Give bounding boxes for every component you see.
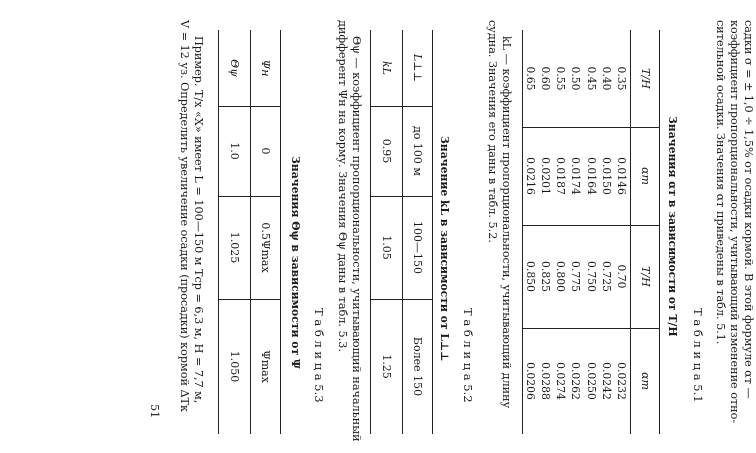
psi-max: Ψmax [259, 350, 272, 383]
table-5-1-cell: 0.825 [538, 261, 552, 292]
table-5-1-cell: 0.0288 [538, 362, 552, 400]
table-5-1-cell: 0.0164 [584, 157, 598, 195]
table-5-1-cell: 0.725 [599, 261, 613, 292]
table-5-1-cell: 0.0242 [599, 362, 613, 400]
table-5-3-top-rule [280, 30, 281, 434]
table-5-1-cell: 0.60 [538, 66, 552, 91]
column-th-1 [523, 30, 629, 127]
table-5-1-cell: 0.35 [615, 66, 628, 91]
theta-value-2: 1.025 [228, 231, 241, 264]
column-alpha-1 [523, 127, 629, 225]
table-5-1-cell: 0.0216 [523, 157, 537, 195]
table-5-2-middle-rule [402, 30, 403, 434]
table-5-1-cell: 0.750 [584, 261, 598, 292]
theta-value-3: 1.050 [228, 350, 241, 383]
table-5-1-cell: 0.0146 [615, 157, 628, 195]
table-5-1-cell: 0.0187 [554, 157, 568, 195]
table-5-2-bottom-rule [370, 30, 371, 434]
table-5-1-cell: 0.0274 [554, 362, 568, 400]
table-5-1-cell: 0.65 [523, 66, 537, 91]
table-5-1-cell: 0.70 [615, 264, 628, 289]
psi-zero: 0 [259, 147, 272, 155]
table-5-2-title: Значение kL в зависимости от L⊥⊥ [438, 136, 451, 362]
theta-text-line-1: Θψ — коэффициент пропорциональности, учитывающий начальный [350, 36, 363, 442]
table-5-1-cell: 0.850 [523, 261, 537, 292]
length-label: L⊥⊥ [411, 54, 424, 82]
page-number: 51 [148, 404, 161, 419]
table-5-1-cell: 0.55 [554, 66, 568, 91]
psi-label: Ψн [259, 59, 272, 77]
header-th-1: T/H [639, 68, 652, 89]
theta-text-line-2: дифферент Ψн на корму. Значения Θψ даны в табл. 5.3. [336, 20, 349, 352]
kl-value-2: 1.05 [380, 235, 393, 260]
table-5-1-cell: 0.800 [554, 261, 568, 292]
header-alpha-2: αт [639, 372, 652, 390]
length-over-150: Более 150 [411, 336, 424, 397]
table-5-3-bottom-rule [218, 30, 219, 434]
kl-text-line-1: kL — коэффициент пропорциональности, учитывающий длину [500, 36, 513, 409]
intro-line-1: садки σ = ± 1,0 ÷ 1,5% от осадки кормой. В этой формуле αт — [742, 20, 755, 399]
table-5-1-cell: 0.775 [569, 261, 583, 292]
header-th-2: T/H [639, 266, 652, 287]
table-5-1-cell: 0.0206 [523, 362, 537, 400]
example-line-1: Пример. Т/х «Х» имеет L = 100—150 м Tср = 6,3 м, H = 7,7 м, [192, 36, 205, 404]
kl-label: kL [380, 61, 393, 75]
table-5-1-cell: 0.0174 [569, 157, 583, 195]
table-5-1-cell: 0.0262 [569, 362, 583, 400]
example-line-2: V = 12 уз. Определить увеличение осадки (просадки) кормой ΔTк [178, 20, 191, 412]
table-5-1-cell: 0.0150 [599, 157, 613, 195]
table-5-1-label: Т а б л и ц а 5.1 [691, 308, 705, 403]
psi-half-max: 0.5Ψmax [259, 222, 272, 273]
table-5-1-cell: 0.40 [599, 66, 613, 91]
kl-text-line-2: судна. Значения его даны в табл. 5.2. [486, 20, 499, 243]
table-5-3-title: Значения Θψ в зависимости от Ψ [289, 156, 302, 369]
theta-value-1: 1.0 [228, 142, 241, 160]
table-5-2-top-rule [432, 30, 433, 434]
table-5-1-top-rule [659, 30, 660, 434]
theta-label: Θψ [228, 59, 241, 77]
table-5-1-cell: 0.0201 [538, 157, 552, 195]
table-5-3-middle-rule [250, 30, 251, 434]
table-5-1-cell: 0.0232 [615, 362, 628, 400]
kl-value-3: 1.25 [380, 354, 393, 379]
intro-line-2: коэффициент пропорциональности, учитывающий изменение отно- [728, 20, 741, 424]
length-up-to-100: до 100 м [411, 126, 424, 176]
table-5-1-cell: 0.50 [569, 66, 583, 91]
table-5-1-header-rule [630, 30, 631, 434]
column-alpha-2 [523, 328, 629, 434]
header-alpha-1: αт [639, 167, 652, 185]
table-5-1-cell: 0.0250 [584, 362, 598, 400]
column-th-2 [523, 225, 629, 328]
table-5-3-label: Т а б л и ц а 5.3 [312, 308, 326, 403]
table-5-1-title: Значения αт в зависимости от T/H [666, 116, 679, 337]
intro-line-3: сительной осадки. Значения αт приведены в табл. 5.1. [714, 20, 727, 345]
table-5-2-label: Т а б л и ц а 5.2 [461, 308, 475, 403]
table-5-1-cell: 0.45 [584, 66, 598, 91]
kl-value-1: 0.95 [380, 138, 393, 164]
length-100-150: 100—150 [411, 221, 424, 274]
